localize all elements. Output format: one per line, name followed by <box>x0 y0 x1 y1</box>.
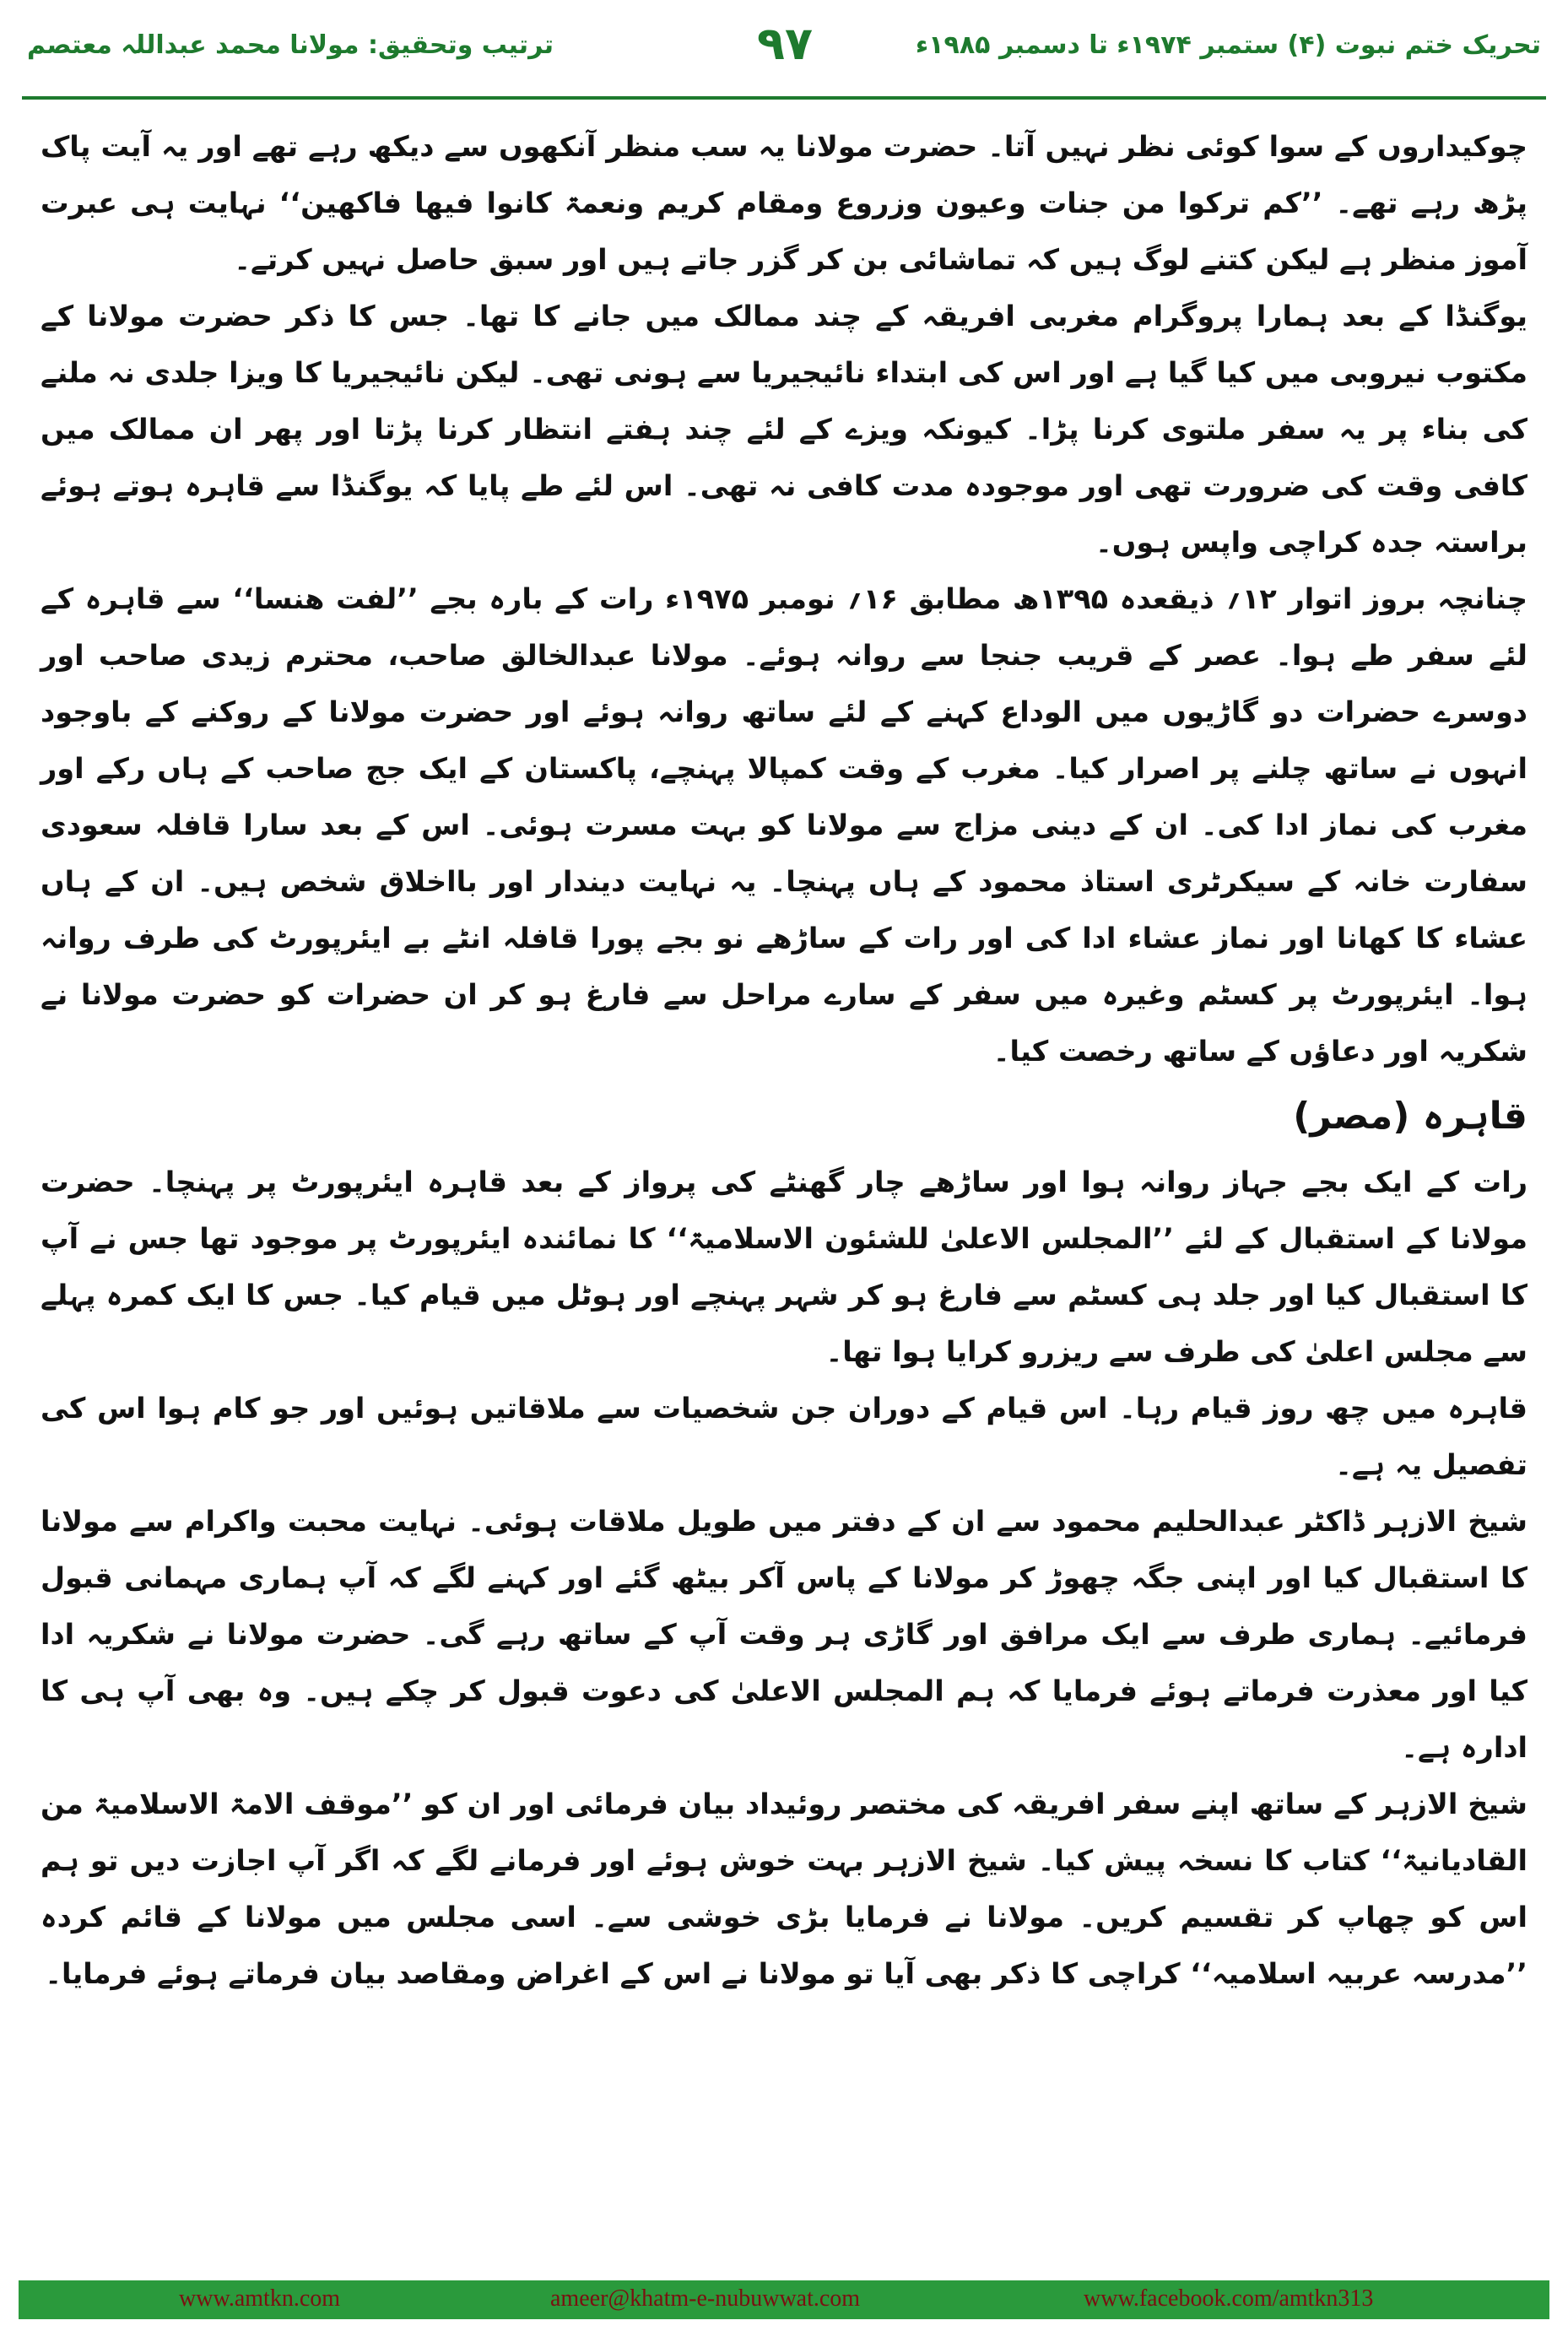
page-footer <box>19 2280 1549 2319</box>
paragraph: چوکیداروں کے سوا کوئی نظر نہیں آتا۔ حضرت مولانا یہ سب منظر آنکھوں سے دیکھ رہے تھے اور یہ آیت پاک پڑھ رہے تھے۔ ’’کم ترکوا من جنات وعیون وزروع ومقام کریم ونعمۃ کانوا فیھا فاکھین‘‘ نہایت ہی عبرت آموز منظر ہے لیکن کتنے لوگ ہیں کہ تماشائی بن کر گزر جاتے ہیں اور سبق حاصل نہیں کرتے۔ <box>41 130 1527 276</box>
header-divider <box>22 96 1546 100</box>
page-body <box>41 118 1527 2211</box>
footer-facebook-link[interactable]: www.facebook.com/amtkn313 <box>1084 2285 1374 2312</box>
paragraph: قاہرہ میں چھ روز قیام رہا۔ اس قیام کے دوران جن شخصیات سے ملاقاتیں ہوئیں اور جو کام ہوا اس کی تفصیل یہ ہے۔ <box>41 1392 1527 1481</box>
paragraph: یوگنڈا کے بعد ہمارا پروگرام مغربی افریقہ کے چند ممالک میں جانے کا تھا۔ جس کا ذکر حضرت مولانا کے مکتوب نیروبی میں کیا گیا ہے اور اس کی ابتداء نائیجیریا سے ہونی تھی۔ لیکن نائیجیریا کا ویزا جلدی نہ ملنے کی بناء پر یہ سفر ملتوی کرنا پڑا۔ کیونکہ ویزے کے لئے چند ہفتے انتظار کرنا پڑتا اور پھر ان ممالک میں کافی وقت کی ضرورت تھی اور موجودہ مدت کافی نہ تھی۔ اس لئے طے پایا کہ یوگنڈا سے قاہرہ ہوتے ہوئے براستہ جدہ کراچی واپس ہوں۔ <box>41 300 1527 559</box>
section-heading: قاہرہ (مصر) <box>1293 1095 1527 1138</box>
footer-email-link[interactable]: ameer@khatm-e-nubuwwat.com <box>550 2285 861 2312</box>
paragraph: شیخ الازہر کے ساتھ اپنے سفر افریقہ کی مختصر روئیداد بیان فرمائی اور ان کو ’’موقف الامۃ الاسلامیۃ من القادیانیۃ‘‘ کتاب کا نسخہ پیش کیا۔ شیخ الازہر بہت خوش ہوئے اور فرمانے لگے کہ اگر آپ اجازت دیں تو ہم اس کو چھاپ کر تقسیم کریں۔ مولانا نے فرمایا بڑی خوشی سے۔ اسی مجلس میں مولانا کے قائم کردہ ’’مدرسہ عربیہ اسلامیہ‘‘ کراچی کا ذکر بھی آیا تو مولانا نے اس کے اغراض ومقاصد بیان فرماتے ہوئے فرمایا۔ <box>41 1788 1527 1990</box>
page-number: ۹۷ <box>757 17 813 70</box>
header-book-title: تحریک ختم نبوت (۴) ستمبر ۱۹۷۴ء تا دسمبر ۱۹۸۵ء <box>915 30 1541 60</box>
footer-website-link[interactable]: www.amtkn.com <box>179 2285 341 2312</box>
paragraph: شیخ الازہر ڈاکٹر عبدالحلیم محمود سے ان کے دفتر میں طویل ملاقات ہوئی۔ نہایت محبت واکرام سے مولانا کا استقبال کیا اور اپنی جگہ چھوڑ کر مولانا کے پاس آکر بیٹھ گئے اور کہنے لگے کہ آپ ہماری مہمانی قبول فرمائیے۔ ہماری طرف سے ایک مرافق اور گاڑی ہر وقت آپ کے ساتھ رہے گی۔ حضرت مولانا نے شکریہ ادا کیا اور معذرت فرماتے ہوئے فرمایا کہ ہم المجلس الاعلیٰ کی دعوت قبول کر چکے ہیں۔ وہ بھی آپ ہی کا ادارہ ہے۔ <box>41 1505 1527 1764</box>
paragraph: چنانچہ بروز اتوار ۱۲؍ ذیقعدہ ۱۳۹۵ھ مطابق ۱۶؍ نومبر ۱۹۷۵ء رات کے بارہ بجے ’’لفت ھنسا‘‘ سے قاہرہ کے لئے سفر طے ہوا۔ عصر کے قریب جنجا سے روانہ ہوئے۔ مولانا عبدالخالق صاحب، محترم زیدی صاحب اور دوسرے حضرات دو گاڑیوں میں الوداع کہنے کے لئے ساتھ روانہ ہوئے اور حضرت مولانا کے روکنے کے باوجود انہوں نے ساتھ چلنے پر اصرار کیا۔ مغرب کے وقت کمپالا پہنچے، پاکستان کے ایک جج صاحب کے ہاں رکے اور مغرب کی نماز ادا کی۔ ان کے دینی مزاج سے مولانا کو بہت مسرت ہوئی۔ اس کے بعد سارا قافلہ سعودی سفارت خانہ کے سیکرٹری استاذ محمود کے ہاں پہنچا۔ یہ نہایت دیندار اور بااخلاق شخص ہیں۔ ان کے ہاں عشاء کا کھانا اور نماز عشاء ادا کی اور رات کے ساڑھے نو بجے پورا قافلہ انٹے بے ایئرپورٹ کی طرف روانہ ہوا۔ ایئرپورٹ پر کسٹم وغیرہ میں سفر کے سارے مراحل سے فارغ ہو کر ان حضرات کو حضرت مولانا نے شکریہ اور دعاؤں کے ساتھ رخصت کیا۔ <box>41 582 1527 1068</box>
header-compiler: ترتیب وتحقیق: مولانا محمد عبداللہ معتصم <box>27 30 554 60</box>
page-header <box>0 0 1568 114</box>
paragraph: رات کے ایک بجے جہاز روانہ ہوا اور ساڑھے چار گھنٹے کی پرواز کے بعد قاہرہ ایئرپورٹ پر پہنچا۔ حضرت مولانا کے استقبال کے لئے ’’المجلس الاعلیٰ للشئون الاسلامیۃ‘‘ کا نمائندہ ایئرپورٹ پر موجود تھا جس نے آپ کا استقبال کیا اور جلد ہی کسٹم سے فارغ ہو کر شہر پہنچے اور ہوٹل میں قیام کیا۔ جس کا ایک کمرہ پہلے سے مجلس اعلیٰ کی طرف سے ریزرو کرایا ہوا تھا۔ <box>41 1166 1527 1368</box>
